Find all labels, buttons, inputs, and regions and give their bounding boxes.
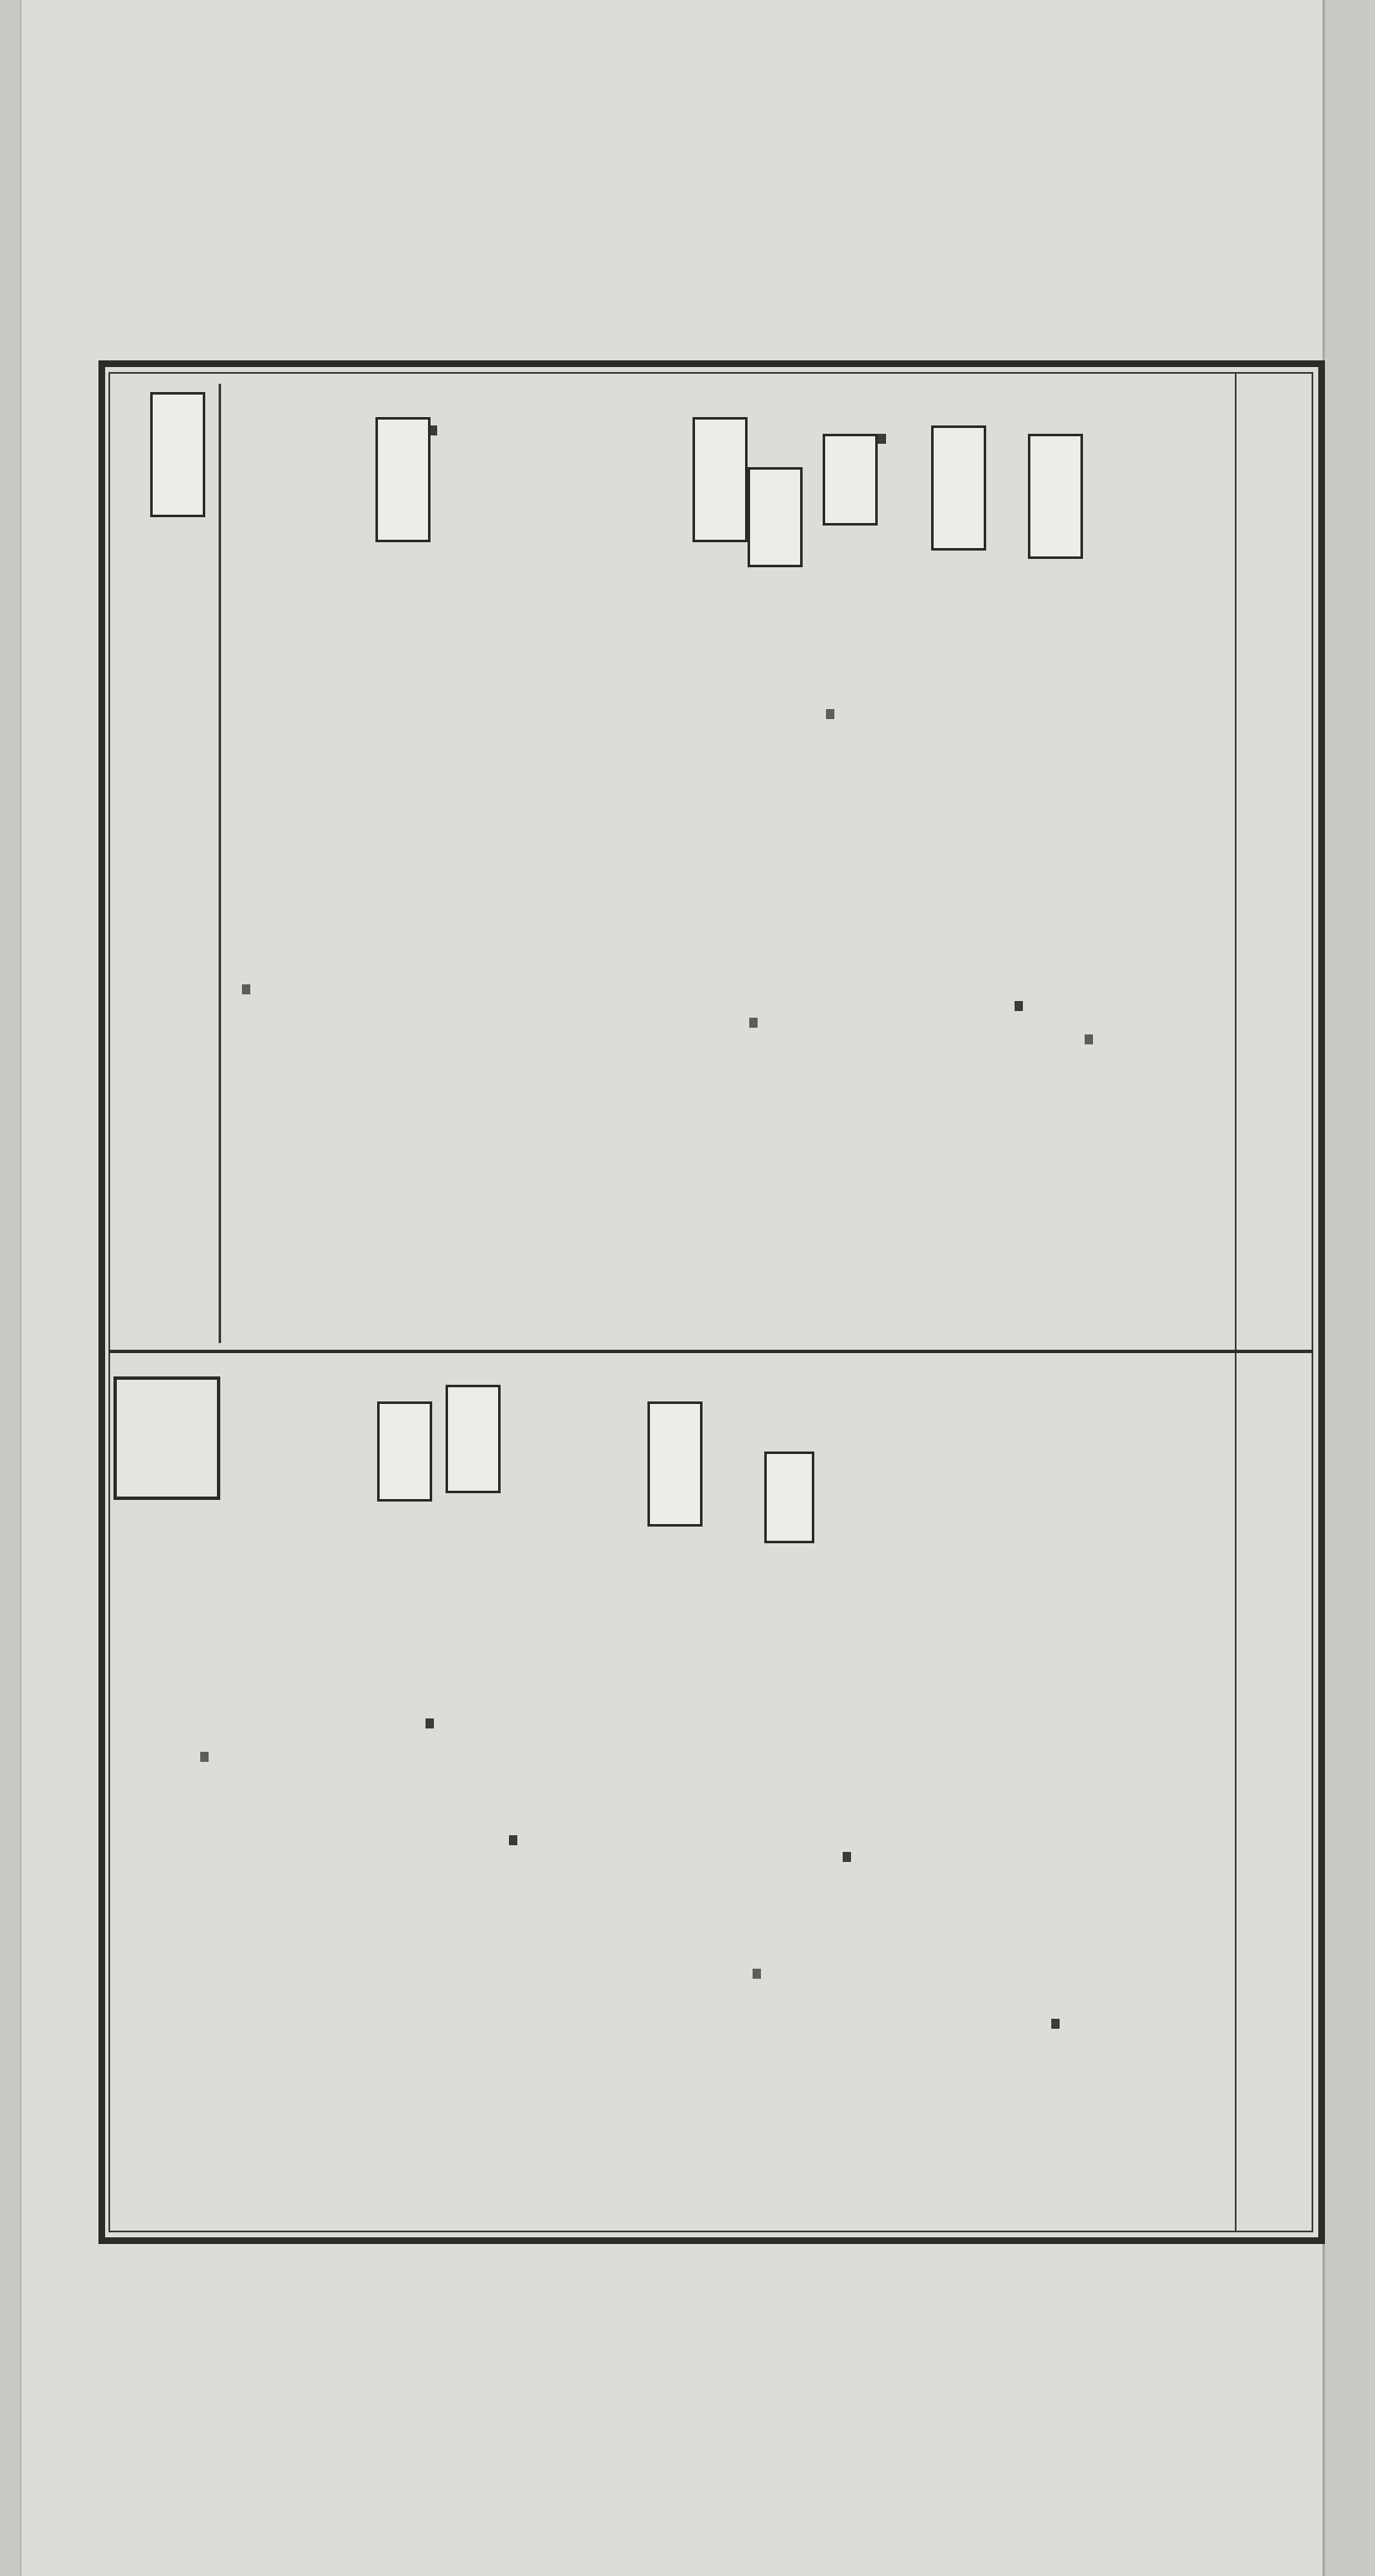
- upper-col-3-tag: [1085, 1034, 1093, 1044]
- upper-col-22-tag: [242, 984, 250, 994]
- upper-col-8-seal: [823, 434, 878, 526]
- upper-col-7-tag: [878, 434, 886, 444]
- upper-col-11-seal: [693, 417, 748, 542]
- upper-column-divider: [219, 384, 221, 1343]
- upper-col-4-seal: [1028, 434, 1083, 559]
- lower-col-9-tag: [753, 1969, 761, 1979]
- lower-col-8-tag: [843, 1852, 851, 1862]
- right-margin-strip: [1235, 372, 1315, 2232]
- upper-col-4-tag: [1015, 1001, 1023, 1011]
- page-frame-inner: [108, 372, 1313, 2232]
- lower-col-15-tag: [426, 1718, 434, 1728]
- middle-rule: [108, 1350, 1313, 1353]
- upper-col-23-seal: [150, 392, 205, 517]
- upper-col-8-tag: [826, 709, 834, 719]
- upper-col-6-seal: [931, 425, 986, 551]
- lower-col-11-seal: [647, 1401, 703, 1527]
- lower-col-19-tag: [200, 1752, 209, 1762]
- upper-col-18-seal: [375, 417, 431, 542]
- book-spine: [1322, 0, 1375, 2576]
- lower-col-4-tag: [1051, 2019, 1060, 2029]
- lower-col-13-tag: [509, 1835, 517, 1845]
- upper-col-10-tag: [749, 1018, 758, 1028]
- upper-col-9-seal: [748, 467, 803, 567]
- lower-col-16-seal: [377, 1401, 432, 1502]
- lower-headline-seal: [113, 1376, 220, 1500]
- lower-col-14-seal: [446, 1385, 501, 1493]
- binding-edge: [0, 0, 22, 2576]
- lower-col-9-seal: [764, 1452, 814, 1543]
